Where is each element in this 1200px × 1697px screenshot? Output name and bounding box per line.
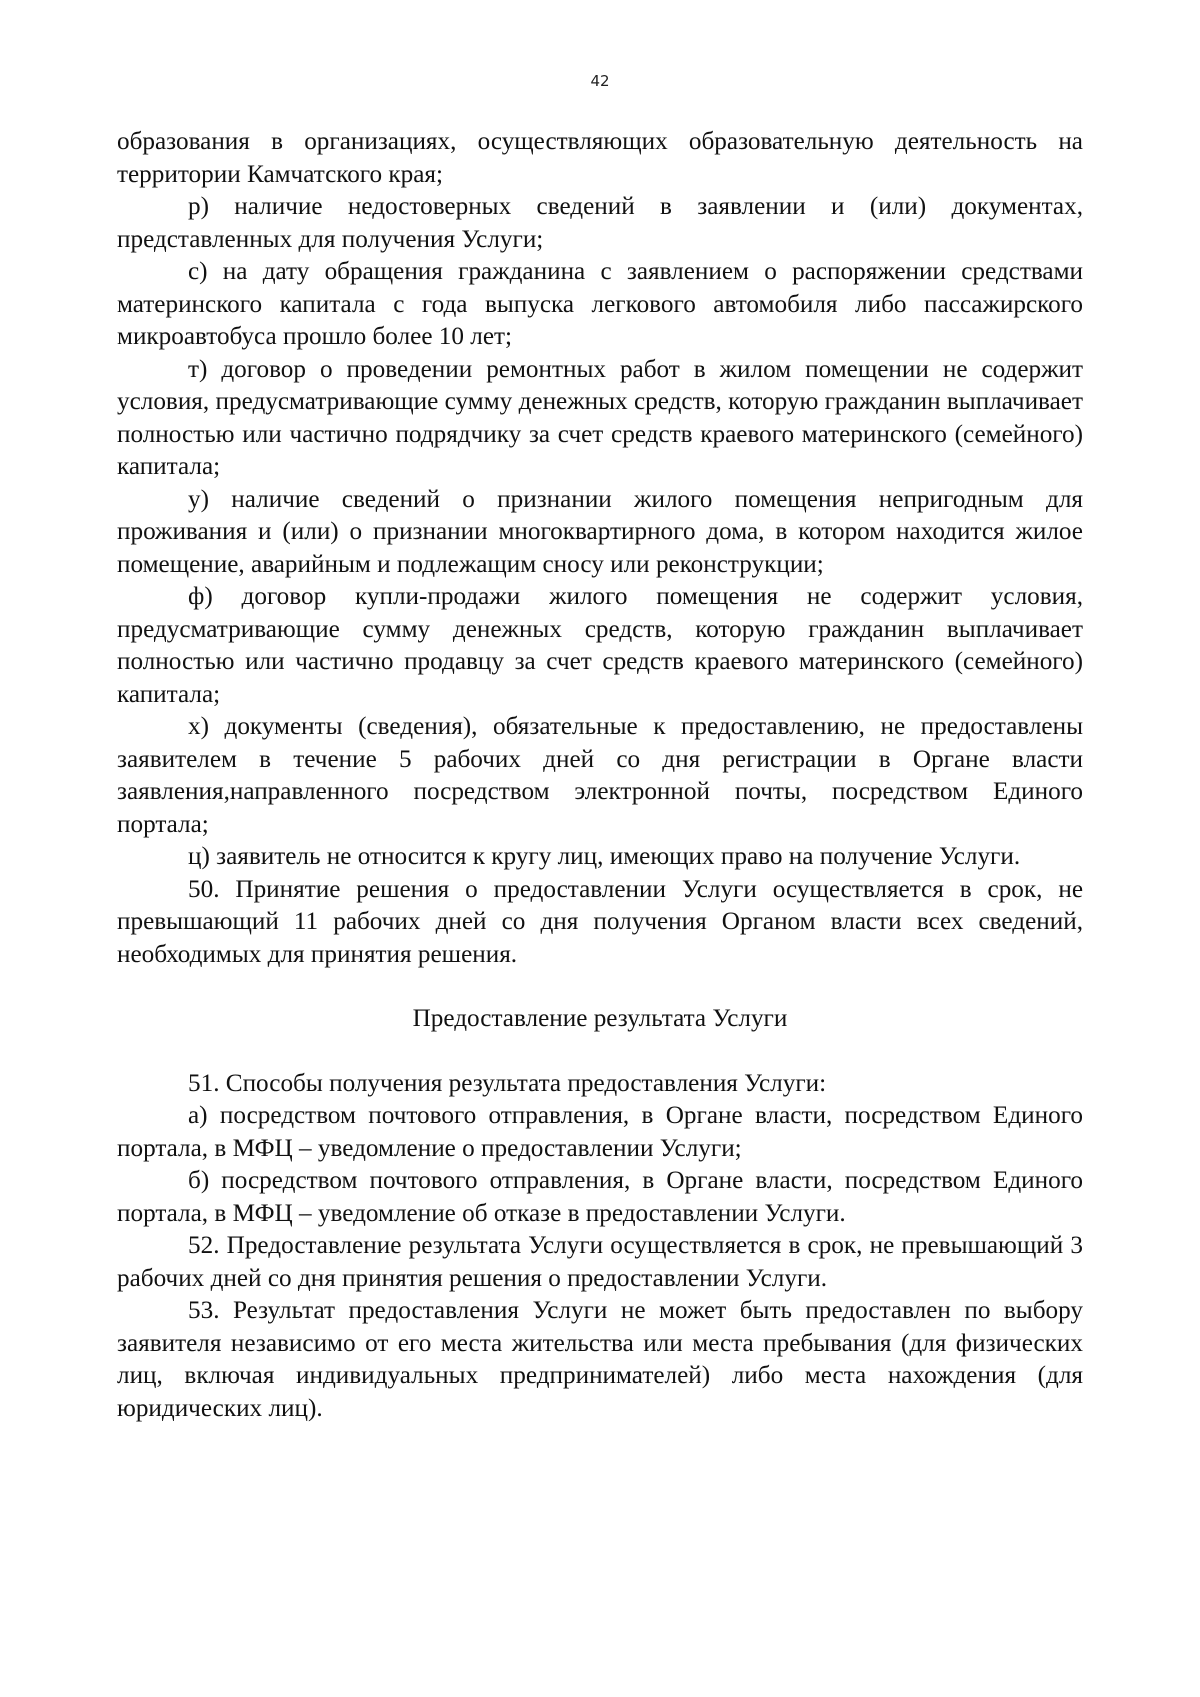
list-item-r: р) наличие недостоверных сведений в заявлении и (или) документах, представленных для получения Услуги; [117, 193, 1083, 253]
list-item-f: ф) договор купли-продажи жилого помещения не содержит условия, предусматривающие сумму денежных средств, которую гражданин выплачивает полностью или частично продавцу за счет средств краевого материнского (семейного) капитала; [117, 583, 1083, 708]
paragraph-continuation: образования в организациях, осуществляющих образовательную деятельность на территории Камчатского края; [117, 128, 1083, 188]
list-item-u: у) наличие сведений о признании жилого помещения непригодным для проживания и (или) о признании многоквартирного дома, в котором находится жилое помещение, аварийным и подлежащим сносу или реконструкции; [117, 485, 1083, 578]
clause-52: 52. Предоставление результата Услуги осуществляется в срок, не превышающий 3 рабочих дней со дня принятия решения о предоставлении Услуги. [117, 1232, 1083, 1292]
section-heading: Предоставление результата Услуги [412, 1005, 788, 1032]
list-item-a: а) посредством почтового отправления, в Органе власти, посредством Единого портала, в МФЦ – уведомление о предоставлении Услуги; [117, 1102, 1083, 1162]
list-item-b: б) посредством почтового отправления, в Органе власти, посредством Единого портала, в МФЦ – уведомление об отказе в предоставлении Услуги. [117, 1167, 1083, 1227]
list-item-kh: х) документы (сведения), обязательные к предоставлению, не предоставлены заявителем в течение 5 рабочих дней со дня регистрации в Органе власти заявления,направленного посредством электронной почты, посредством Единого портала; [117, 713, 1083, 838]
list-item-ts: ц) заявитель не относится к кругу лиц, имеющих право на получение Услуги. [188, 843, 1021, 870]
clause-50: 50. Принятие решения о предоставлении Услуги осуществляется в срок, не превышающий 11 рабочих дней со дня получения Органом власти всех сведений, необходимых для принятия решения. [117, 875, 1083, 968]
clause-53: 53. Результат предоставления Услуги не может быть предоставлен по выбору заявителя независимо от его места жительства или места пребывания (для физических лиц, включая индивидуальных предпринимателей) либо места нахождения (для юридических лиц). [117, 1297, 1083, 1422]
document-body [117, 126, 1083, 1425]
list-item-s: с) на дату обращения гражданина с заявлением о распоряжении средствами материнского капитала с года выпуска легкового автомобиля либо пассажирского микроавтобуса прошло более 10 лет; [117, 258, 1083, 350]
clause-51: 51. Способы получения результата предоставления Услуги: [188, 1069, 827, 1097]
page-number: 42 [590, 72, 610, 90]
list-item-t: т) договор о проведении ремонтных работ в жилом помещении не содержит условия, предусматривающие сумму денежных средств, которую гражданин выплачивает полностью или частично подрядчику за счет средств краевого материнского (семейного) капитала; [117, 355, 1083, 480]
